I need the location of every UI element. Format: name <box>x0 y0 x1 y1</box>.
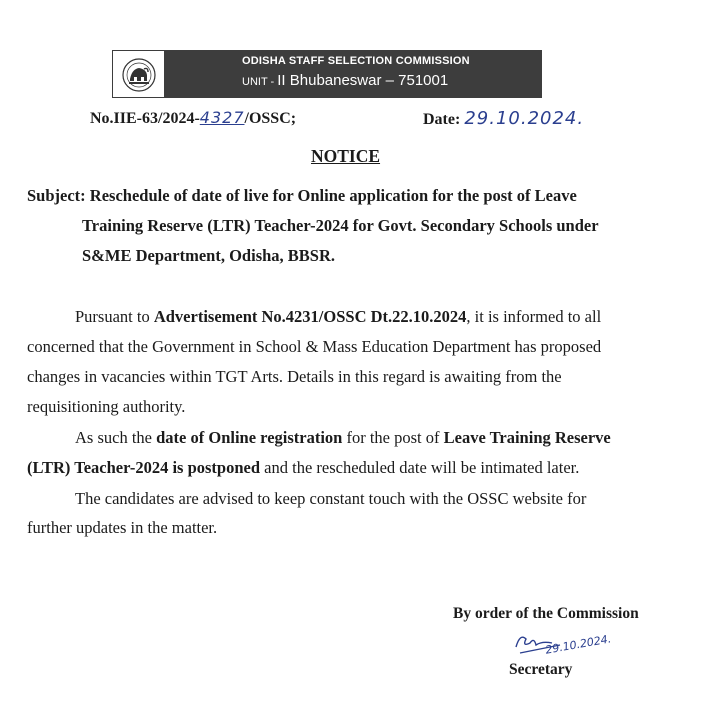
subject-line-3: S&ME Department, Odisha, BBSR. <box>82 246 336 265</box>
para2-bold-b: date of Online registration <box>156 428 343 447</box>
signature-date: 29.10.2024. <box>544 632 613 657</box>
paragraph2-line-2 <box>27 458 579 478</box>
para1-text-c: , it is informed to all <box>466 307 602 326</box>
emblem-box <box>112 50 165 98</box>
reference-suffix: /OSSC; <box>244 110 297 127</box>
notice-date <box>423 108 584 129</box>
reference-prefix: No.IIE-63/2024- <box>90 110 200 127</box>
paragraph2-line-1 <box>75 428 611 448</box>
para2-text-c: for the post of <box>342 428 444 447</box>
reference-handwritten-number: 4327 <box>199 108 245 127</box>
state-emblem-icon <box>120 57 158 93</box>
subject-text-1: Reschedule of date of live for Online application for the post of Leave <box>89 186 577 205</box>
para1-text-a: Pursuant to <box>75 307 154 326</box>
header-banner <box>112 50 542 98</box>
page-title: NOTICE <box>311 146 381 166</box>
reference-number <box>90 108 296 128</box>
unit-line <box>242 72 448 89</box>
org-name: ODISHA STAFF SELECTION COMMISSION <box>242 55 470 67</box>
paragraph3-line-1: The candidates are advised to keep constant touch with the OSSC website for <box>75 489 587 508</box>
signature-designation: Secretary <box>509 661 573 678</box>
date-label: Date: <box>423 111 465 128</box>
paragraph1-line-3: changes in vacancies within TGT Arts. Details in this regard is awaiting from the <box>27 367 562 386</box>
signature-order-line: By order of the Commission <box>453 605 639 622</box>
para2-text-f: and the rescheduled date will be intimated later. <box>260 458 580 477</box>
subject-label: Subject: <box>27 186 86 205</box>
para2-bold-e: (LTR) Teacher-2024 is postponed <box>27 458 261 477</box>
subject-line-2: Training Reserve (LTR) Teacher-2024 for Govt. Secondary Schools under <box>82 216 599 235</box>
paragraph1-line-1 <box>75 307 601 327</box>
paragraph1-line-2: concerned that the Government in School & Mass Education Department has proposed <box>27 337 602 356</box>
advertisement-reference: Advertisement No.4231/OSSC Dt.22.10.2024 <box>153 307 467 326</box>
paragraph1-line-4: requisitioning authority. <box>27 397 186 416</box>
unit-prefix: UNIT - <box>242 76 278 88</box>
para2-bold-d: Leave Training Reserve <box>443 428 611 447</box>
para2-text-a: As such the <box>75 428 157 447</box>
date-handwritten-value: 29.10.2024. <box>464 108 585 129</box>
paragraph3-line-2: further updates in the matter. <box>27 518 218 537</box>
unit-name: II Bhubaneswar – 751001 <box>277 72 449 89</box>
subject-line-1 <box>27 186 577 206</box>
